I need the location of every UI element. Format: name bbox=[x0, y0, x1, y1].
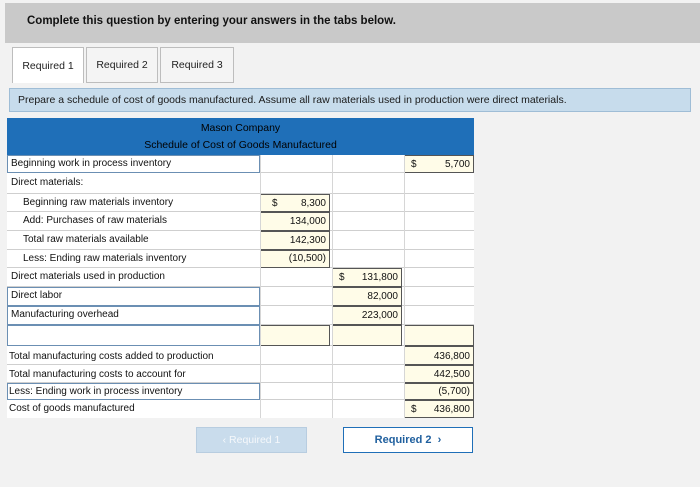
row-label: Less: Ending work in process inventory bbox=[9, 386, 183, 397]
next-button[interactable] bbox=[343, 427, 473, 453]
amount-value: 436,800 bbox=[433, 351, 470, 362]
amount-value: 131,800 bbox=[361, 272, 398, 283]
amount-value: 223,000 bbox=[361, 310, 398, 321]
amount-value: 5,700 bbox=[444, 159, 470, 170]
amount-value: (10,500) bbox=[288, 253, 326, 264]
header-bar bbox=[5, 3, 700, 43]
instruction-bar bbox=[9, 88, 691, 112]
row-label: Manufacturing overhead bbox=[11, 309, 119, 320]
chevron-right-icon: › bbox=[431, 434, 442, 446]
row-label: Less: Ending raw materials inventory bbox=[23, 253, 187, 264]
amount-value: 82,000 bbox=[367, 291, 398, 302]
instruction-text: Prepare a schedule of cost of goods manufactured. Assume all raw materials used in production were direct materials. bbox=[18, 94, 567, 106]
row-label: Beginning raw materials inventory bbox=[23, 197, 174, 208]
tab-required-3[interactable]: Required 3 bbox=[160, 47, 234, 83]
row-label: Total manufacturing costs added to production bbox=[9, 351, 214, 362]
amount-input[interactable] bbox=[260, 325, 330, 346]
row-label: Total raw materials available bbox=[23, 234, 149, 245]
amount-value: 134,000 bbox=[289, 216, 326, 227]
tab-required-2[interactable]: Required 2 bbox=[86, 47, 158, 83]
chevron-left-icon: ‹ bbox=[222, 434, 230, 446]
row-label: Total manufacturing costs to account for bbox=[9, 369, 186, 380]
amount-input[interactable] bbox=[404, 325, 474, 346]
header-text: Complete this question by entering your answers in the tabs below. bbox=[27, 15, 396, 27]
schedule-header bbox=[7, 118, 474, 155]
tab-required-1[interactable]: Required 1 bbox=[12, 47, 84, 83]
schedule-title: Schedule of Cost of Goods Manufactured bbox=[144, 139, 337, 151]
row-label: Cost of goods manufactured bbox=[9, 403, 135, 414]
company-name: Mason Company bbox=[200, 122, 281, 134]
row-label: Add: Purchases of raw materials bbox=[23, 215, 167, 226]
schedule-table bbox=[7, 118, 474, 418]
amount-value: 436,800 bbox=[433, 404, 470, 415]
next-button-label: Required 2 bbox=[374, 434, 432, 446]
column-divider bbox=[404, 155, 405, 418]
row-label: Beginning work in process inventory bbox=[11, 158, 172, 169]
column-divider bbox=[332, 155, 333, 418]
amount-value: 142,300 bbox=[289, 235, 326, 246]
dollar-sign: $ bbox=[339, 272, 345, 283]
amount-input[interactable] bbox=[332, 325, 402, 346]
label-cell[interactable] bbox=[7, 325, 260, 346]
row-label: Direct labor bbox=[11, 290, 63, 301]
amount-value: (5,700) bbox=[438, 386, 470, 397]
dollar-sign: $ bbox=[411, 404, 417, 415]
amount-value: 442,500 bbox=[433, 369, 470, 380]
dollar-sign: $ bbox=[272, 198, 278, 209]
row-label: Direct materials: bbox=[11, 177, 84, 188]
prev-button-label: Required 1 bbox=[229, 434, 281, 446]
row-label: Direct materials used in production bbox=[11, 271, 165, 282]
dollar-sign: $ bbox=[411, 159, 417, 170]
amount-value: 8,300 bbox=[300, 198, 326, 209]
prev-button[interactable] bbox=[196, 427, 307, 453]
column-divider bbox=[260, 155, 261, 418]
